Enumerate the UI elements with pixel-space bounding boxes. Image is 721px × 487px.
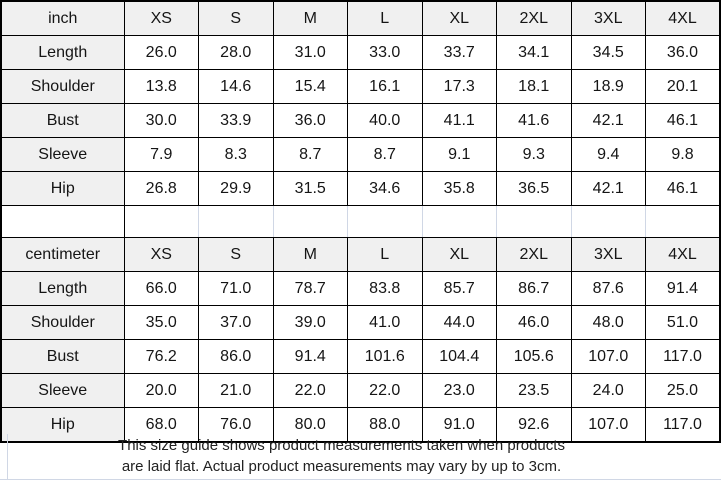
measurement-cell: 46.1 bbox=[646, 172, 721, 206]
measurement-cell: 66.0 bbox=[124, 272, 199, 306]
row-label-cell: Shoulder bbox=[1, 306, 124, 340]
measurement-cell: 36.5 bbox=[497, 172, 572, 206]
measurement-cell: 14.6 bbox=[199, 70, 274, 104]
spacer-cell bbox=[273, 206, 348, 238]
measurement-cell: 76.2 bbox=[124, 340, 199, 374]
row-label-cell: Bust bbox=[1, 104, 124, 138]
measurement-cell: 20.0 bbox=[124, 374, 199, 408]
measurement-cell: 86.7 bbox=[497, 272, 572, 306]
measurement-cell: 25.0 bbox=[646, 374, 721, 408]
size-column-header: M bbox=[273, 238, 348, 272]
measurement-row bbox=[1, 374, 720, 408]
measurement-cell: 29.9 bbox=[199, 172, 274, 206]
measurement-cell: 30.0 bbox=[124, 104, 199, 138]
measurement-cell: 86.0 bbox=[199, 340, 274, 374]
measurement-cell: 107.0 bbox=[571, 340, 646, 374]
measurement-cell: 91.4 bbox=[273, 340, 348, 374]
measurement-cell: 104.4 bbox=[422, 340, 497, 374]
measurement-cell: 101.6 bbox=[348, 340, 423, 374]
size-column-header: 3XL bbox=[571, 238, 646, 272]
measurement-row bbox=[1, 36, 720, 70]
measurement-cell: 71.0 bbox=[199, 272, 274, 306]
measurement-row bbox=[1, 272, 720, 306]
measurement-cell: 9.8 bbox=[646, 138, 721, 172]
measurement-cell: 28.0 bbox=[199, 36, 274, 70]
measurement-cell: 17.3 bbox=[422, 70, 497, 104]
measurement-cell: 9.4 bbox=[571, 138, 646, 172]
measurement-cell: 9.1 bbox=[422, 138, 497, 172]
spacer-cell bbox=[422, 206, 497, 238]
note-line-2: are laid flat. Actual product measurements may vary by up to 3cm. bbox=[121, 458, 562, 475]
measurement-row bbox=[1, 70, 720, 104]
measurement-cell: 16.1 bbox=[348, 70, 423, 104]
measurement-row bbox=[1, 340, 720, 374]
unit-header-cell: inch bbox=[1, 1, 124, 36]
measurement-cell: 68.0 bbox=[124, 408, 199, 443]
row-label-cell: Hip bbox=[1, 408, 124, 443]
size-header-row bbox=[1, 1, 720, 36]
size-column-header: 2XL bbox=[497, 238, 572, 272]
measurement-cell: 20.1 bbox=[646, 70, 721, 104]
spacer-cell bbox=[124, 206, 199, 238]
measurement-cell: 85.7 bbox=[422, 272, 497, 306]
measurement-cell: 15.4 bbox=[273, 70, 348, 104]
row-label-cell: Length bbox=[1, 36, 124, 70]
measurement-row bbox=[1, 306, 720, 340]
measurement-cell: 22.0 bbox=[348, 374, 423, 408]
measurement-cell: 91.0 bbox=[422, 408, 497, 443]
spacer-cell bbox=[348, 206, 423, 238]
size-column-header: L bbox=[348, 238, 423, 272]
measurement-cell: 41.0 bbox=[348, 306, 423, 340]
measurement-cell: 105.6 bbox=[497, 340, 572, 374]
measurement-cell: 92.6 bbox=[497, 408, 572, 443]
measurement-cell: 117.0 bbox=[646, 408, 721, 443]
measurement-cell: 8.7 bbox=[348, 138, 423, 172]
measurement-cell: 24.0 bbox=[571, 374, 646, 408]
note-line-1: This size guide shows product measurements taken when products bbox=[118, 437, 565, 454]
measurement-cell: 31.5 bbox=[273, 172, 348, 206]
measurement-row bbox=[1, 172, 720, 206]
row-label-cell: Length bbox=[1, 272, 124, 306]
measurement-cell: 36.0 bbox=[273, 104, 348, 138]
measurement-cell: 35.0 bbox=[124, 306, 199, 340]
inch-section bbox=[1, 1, 720, 206]
spacer-section bbox=[1, 206, 720, 238]
size-column-header: XS bbox=[124, 238, 199, 272]
size-header-row bbox=[1, 238, 720, 272]
measurement-cell: 46.0 bbox=[497, 306, 572, 340]
size-column-header: XL bbox=[422, 1, 497, 36]
size-column-header: XL bbox=[422, 238, 497, 272]
measurement-cell: 91.4 bbox=[646, 272, 721, 306]
measurement-cell: 33.9 bbox=[199, 104, 274, 138]
measurement-cell: 42.1 bbox=[571, 104, 646, 138]
measurement-cell: 26.8 bbox=[124, 172, 199, 206]
measurement-cell: 33.7 bbox=[422, 36, 497, 70]
measurement-cell: 83.8 bbox=[348, 272, 423, 306]
row-label-cell: Sleeve bbox=[1, 374, 124, 408]
measurement-cell: 80.0 bbox=[273, 408, 348, 443]
measurement-cell: 34.6 bbox=[348, 172, 423, 206]
unit-header-cell: centimeter bbox=[1, 238, 124, 272]
size-column-header: XS bbox=[124, 1, 199, 36]
size-column-header: S bbox=[199, 1, 274, 36]
sheet-gridline-horizontal bbox=[0, 479, 721, 480]
measurement-row bbox=[1, 104, 720, 138]
measurement-cell: 13.8 bbox=[124, 70, 199, 104]
measurement-cell: 88.0 bbox=[348, 408, 423, 443]
measurement-cell: 35.8 bbox=[422, 172, 497, 206]
spacer-row bbox=[1, 206, 720, 238]
size-column-header: 4XL bbox=[646, 238, 721, 272]
measurement-cell: 41.6 bbox=[497, 104, 572, 138]
measurement-cell: 117.0 bbox=[646, 340, 721, 374]
measurement-cell: 40.0 bbox=[348, 104, 423, 138]
measurement-cell: 41.1 bbox=[422, 104, 497, 138]
measurement-cell: 8.3 bbox=[199, 138, 274, 172]
spacer-cell bbox=[646, 206, 721, 238]
measurement-cell: 33.0 bbox=[348, 36, 423, 70]
measurement-cell: 18.9 bbox=[571, 70, 646, 104]
measurement-cell: 107.0 bbox=[571, 408, 646, 443]
measurement-cell: 76.0 bbox=[199, 408, 274, 443]
size-guide-note bbox=[0, 433, 683, 479]
row-label-cell: Shoulder bbox=[1, 70, 124, 104]
size-column-header: 4XL bbox=[646, 1, 721, 36]
spacer-cell bbox=[199, 206, 274, 238]
measurement-cell: 51.0 bbox=[646, 306, 721, 340]
row-label-cell: Sleeve bbox=[1, 138, 124, 172]
measurement-cell: 23.5 bbox=[497, 374, 572, 408]
measurement-cell: 7.9 bbox=[124, 138, 199, 172]
measurement-cell: 18.1 bbox=[497, 70, 572, 104]
size-column-header: S bbox=[199, 238, 274, 272]
measurement-cell: 26.0 bbox=[124, 36, 199, 70]
measurement-row bbox=[1, 138, 720, 172]
size-column-header: L bbox=[348, 1, 423, 36]
spacer-cell bbox=[571, 206, 646, 238]
measurement-cell: 48.0 bbox=[571, 306, 646, 340]
measurement-cell: 78.7 bbox=[273, 272, 348, 306]
centimeter-section bbox=[1, 238, 720, 443]
spacer-cell bbox=[497, 206, 572, 238]
size-column-header: M bbox=[273, 1, 348, 36]
measurement-cell: 44.0 bbox=[422, 306, 497, 340]
sheet-gridline-vertical bbox=[7, 434, 8, 479]
measurement-cell: 8.7 bbox=[273, 138, 348, 172]
measurement-cell: 39.0 bbox=[273, 306, 348, 340]
measurement-cell: 42.1 bbox=[571, 172, 646, 206]
measurement-cell: 34.5 bbox=[571, 36, 646, 70]
measurement-cell: 36.0 bbox=[646, 36, 721, 70]
measurement-cell: 34.1 bbox=[497, 36, 572, 70]
measurement-cell: 31.0 bbox=[273, 36, 348, 70]
measurement-cell: 22.0 bbox=[273, 374, 348, 408]
measurement-cell: 87.6 bbox=[571, 272, 646, 306]
row-label-cell: Hip bbox=[1, 172, 124, 206]
measurement-cell: 9.3 bbox=[497, 138, 572, 172]
measurement-cell: 46.1 bbox=[646, 104, 721, 138]
row-label-cell: Bust bbox=[1, 340, 124, 374]
measurement-cell: 37.0 bbox=[199, 306, 274, 340]
size-column-header: 2XL bbox=[497, 1, 572, 36]
size-column-header: 3XL bbox=[571, 1, 646, 36]
spacer-cell bbox=[1, 206, 124, 238]
measurement-cell: 23.0 bbox=[422, 374, 497, 408]
measurement-cell: 21.0 bbox=[199, 374, 274, 408]
